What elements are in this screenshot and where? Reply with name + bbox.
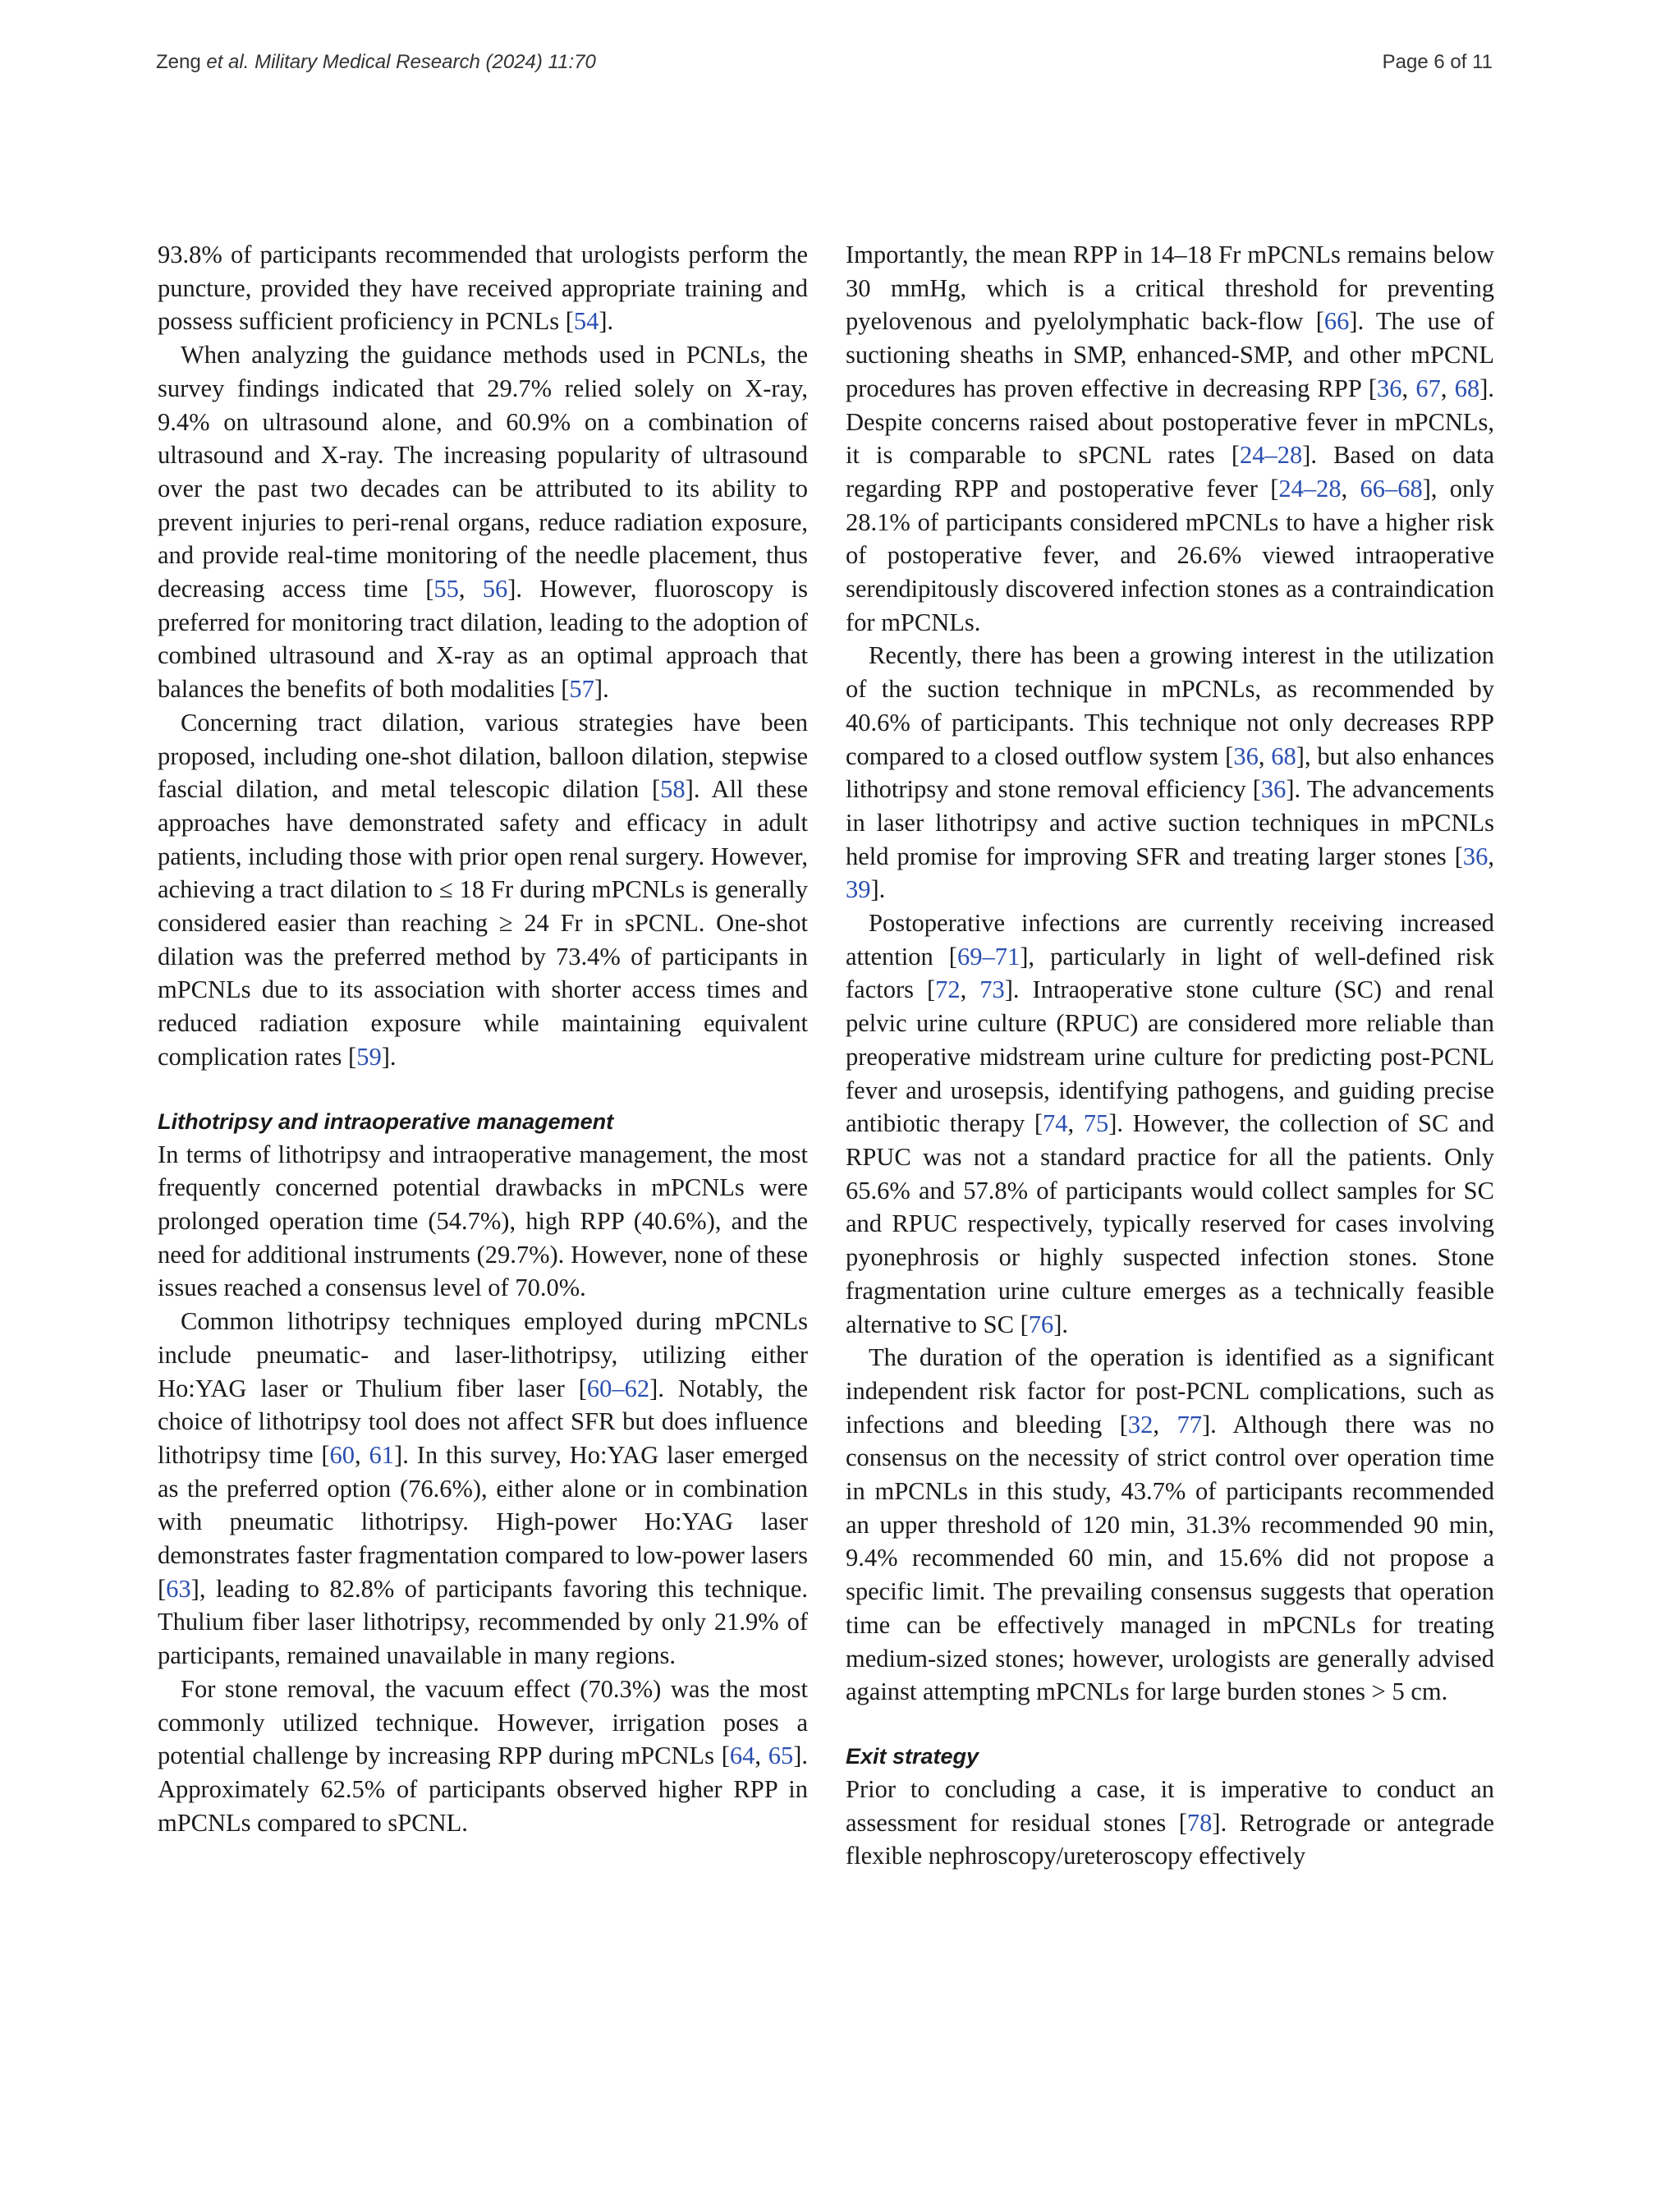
paragraph: When analyzing the guidance methods used in PCNLs, the survey findings indicated that 29.7% relied solely on X-ray, 9.4% on ultrasound alone, and 60.9% on a combination of ultrasound and X-ray. The increasing popularity of ultrasound over the past two decades can be attributed to its ability to prevent injuries to peri-renal organs, reduce radiation exposure, and provide real-time monitoring of the needle placement, thus decreasing access time [55, 56]. However, fluoroscopy is preferred for monitoring tract dilation, leading to the adoption of combined ultrasound and X-ray as an optimal approach that balances the benefits of both modalities [57].	[158, 341, 809, 704]
citation-link[interactable]: 56	[482, 575, 508, 603]
citation-link[interactable]: 54	[573, 307, 599, 336]
citation-link[interactable]: 60	[329, 1440, 355, 1469]
paragraph: Prior to concluding a case, it is imperative to conduct an assessment for residual stones [78]. Retrograde or antegrade flexible nephroscopy/ureteroscopy effectively	[846, 1774, 1494, 1870]
page-number: Page 6 of 11	[1382, 51, 1493, 73]
citation-link[interactable]: 65	[768, 1742, 794, 1770]
paragraph: Common lithotripsy techniques employed during mPCNLs include pneumatic- and laser-lithotripsy, utilizing either Ho:YAG laser or Thulium fiber laser [60–62]. Notably, the choice of lithotripsy tool does not affect SFR but does influence lithotripsy time [60, 61]. In this survey, Ho:YAG laser emerged as the preferred option (76.6%), either alone or in combination with pneumatic lithotripsy. High-power Ho:YAG laser demonstrates faster fragmentation compared to low-power lasers [63], leading to 82.8% of participants favoring this technique. Thulium fiber laser lithotripsy, recommended by only 21.9% of participants, remained unavailable in many regions.	[158, 1307, 809, 1670]
citation-link[interactable]: 24–28	[1278, 474, 1342, 503]
citation-link[interactable]: 36	[1462, 842, 1488, 870]
paragraph: Concerning tract dilation, various strategies have been proposed, including one-shot dilation, balloon dilation, stepwise fascial dilation, and metal telescopic dilation [58]. All these approaches have demonstrated safety and efficacy in adult patients, including those with prior open renal surgery. However, achieving a tract dilation to ≤ 18 Fr during mPCNLs is generally considered easier than reaching ≥ 24 Fr in sPCNL. One-shot dilation was the preferred method by 73.4% of participants in mPCNLs due to its association with shorter access times and reduced radiation exposure while maintaining equivalent complication rates [59].	[158, 708, 808, 1071]
citation-link[interactable]: 74	[1043, 1109, 1068, 1138]
citation-link[interactable]: 60–62	[586, 1374, 650, 1402]
citation-link[interactable]: 36	[1377, 374, 1402, 402]
paragraph: In terms of lithotripsy and intraoperative management, the most frequently concerned potential drawbacks in mPCNLs were prolonged operation time (54.7%), high RPP (40.6%), and the need for additional instruments (29.7%). However, none of these issues reached a consensus level of 70.0%.	[158, 1140, 808, 1302]
citation-link[interactable]: 67	[1415, 374, 1441, 402]
citation-link[interactable]: 78	[1186, 1808, 1213, 1837]
citation-link[interactable]: 39	[846, 875, 871, 904]
citation-link[interactable]: 77	[1177, 1410, 1202, 1439]
citation-link[interactable]: 69–71	[956, 942, 1021, 971]
citation-link[interactable]: 76	[1028, 1310, 1054, 1338]
paragraph: Recently, there has been a growing interest in the utilization of the suction technique in mPCNLs, as recommended by 40.6% of participants. This technique not only decreases RPP compared to a closed outflow system [36, 68], but also enhances lithotripsy and stone removal efficiency [36]. The advancements in laser lithotripsy and active suction techniques in mPCNLs held promise for improving SFR and treating larger stones [36, 39].	[846, 641, 1495, 904]
left-column	[158, 238, 808, 1839]
page-header	[156, 51, 1493, 84]
running-citation: Zeng et al. Military Medical Research (2024) 11:70	[156, 51, 596, 73]
citation-link[interactable]: 24–28	[1239, 441, 1303, 470]
citation-link[interactable]: 36	[1233, 741, 1259, 770]
citation-link[interactable]: 36	[1260, 775, 1287, 804]
citation-link[interactable]: 64	[729, 1742, 755, 1770]
citation-link[interactable]: 66	[1323, 307, 1350, 336]
citation-link[interactable]: 73	[979, 975, 1005, 1004]
citation-link[interactable]: 61	[369, 1440, 395, 1469]
citation-link[interactable]: 68	[1454, 374, 1480, 402]
citation-link[interactable]: 57	[569, 675, 594, 704]
citation-link[interactable]: 63	[166, 1574, 191, 1603]
citation-link[interactable]: 55	[433, 575, 459, 603]
citation-link[interactable]: 59	[356, 1042, 382, 1071]
paragraph: 93.8% of participants recommended that urologists perform the puncture, provided they have received appropriate training and possess sufficient proficiency in PCNLs [54].	[158, 241, 808, 336]
citation-link[interactable]: 32	[1127, 1410, 1154, 1439]
right-column	[846, 238, 1494, 1873]
section-heading: Exit strategy	[846, 1743, 979, 1769]
paragraph: Importantly, the mean RPP in 14–18 Fr mPCNLs remains below 30 mmHg, which is a critical threshold for preventing pyelovenous and pyelolymphatic back-flow [66]. The use of suctioning sheaths in SMP, enhanced-SMP, and other mPCNL procedures has proven effective in decreasing RPP [36, 67, 68]. Despite concerns raised about postoperative fever in mPCNLs, it is comparable to sPCNL rates [24–28]. Based on data regarding RPP and postoperative fever [24–28, 66–68], only 28.1% of participants considered mPCNLs to have a higher risk of postoperative fever, and 26.6% viewed intraoperative serendipitously discovered infection stones as a contraindication for mPCNLs.	[846, 241, 1494, 636]
citation-link[interactable]: 72	[935, 975, 961, 1004]
citation-link[interactable]: 68	[1271, 741, 1296, 770]
citation-link[interactable]: 66–68	[1360, 474, 1423, 503]
citation-link[interactable]: 58	[660, 775, 686, 804]
citation-link[interactable]: 75	[1083, 1109, 1109, 1138]
paragraph: For stone removal, the vacuum effect (70.3%) was the most commonly utilized technique. However, irrigation poses a potential challenge by increasing RPP during mPCNLs [64, 65]. Approximately 62.5% of participants observed higher RPP in mPCNLs compared to sPCNL.	[158, 1674, 809, 1837]
paragraph: Postoperative infections are currently receiving increased attention [69–71], particularly in light of well-defined risk factors [72, 73]. Intraoperative stone culture (SC) and renal pelvic urine culture (RPUC) are considered more reliable than preoperative midstream urine culture for predicting post-PCNL fever and urosepsis, identifying pathogens, and guiding precise antibiotic therapy [74, 75]. However, the collection of SC and RPUC was not a standard practice for all the patients. Only 65.6% and 57.8% of participants would collect samples for SC and RPUC respectively, typically reserved for cases involving pyonephrosis or highly suspected infection stones. Stone fragmentation urine culture emerges as a technically feasible alternative to SC [76].	[846, 909, 1494, 1338]
section-heading: Lithotripsy and intraoperative management	[158, 1108, 614, 1134]
paragraph: The duration of the operation is identified as a significant independent risk factor for post-PCNL complications, such as infections and bleeding [32, 77]. Although there was no consensus on the necessity of strict control over operation time in mPCNLs in this study, 43.7% of participants recommended an upper threshold of 120 min, 31.3% recommended 90 min, 9.4% recommended 60 min, and 15.6% did not propose a specific limit. The prevailing consensus suggests that operation time can be effectively managed in mPCNLs for treating medium-sized stones; however, urologists are generally advised against attempting mPCNLs for large burden stones > 5 cm.	[846, 1343, 1495, 1706]
